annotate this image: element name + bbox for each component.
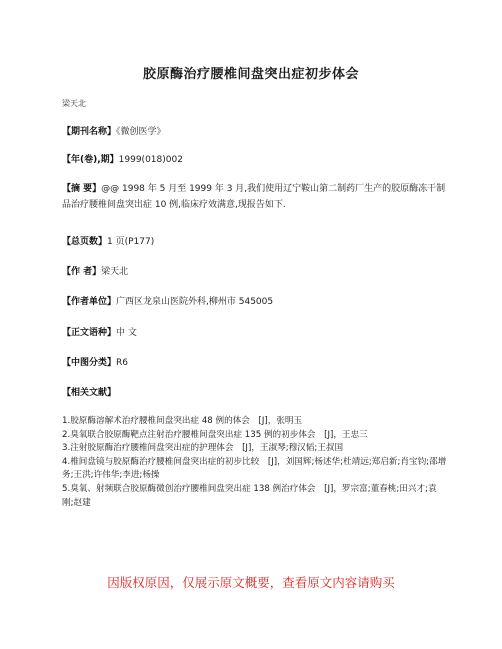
- field-label: 【正文语种】: [62, 328, 117, 338]
- field-label: 【相关文献】: [62, 388, 117, 398]
- field-value: @@ 1998 年 5 月至 1999 年 3 月,我们使用辽宁鞍山第二制药厂生产的胶原酶冻干制品治疗腰椎间盘突出症 10 例,临床疗效满意,现报告如下.: [62, 184, 446, 210]
- reference-item[interactable]: 2.臭氧联合胶原酶靶点注射治疗腰椎间盘突出症 135 例的初步体会 [J]，王忠三: [62, 429, 368, 440]
- field-abstract: [62, 181, 447, 213]
- field-value: 《微创医学》: [116, 127, 166, 137]
- field-affiliation: [62, 294, 447, 310]
- reference-item[interactable]: 4.椎间盘镜与胶原酶治疗腰椎间盘突出症的初步比较 [J]，刘国辉;杨述华;杜靖远;郑启新;肖宝钧;邵增务;王洪;许伟华;李进;杨操: [62, 456, 447, 481]
- field-related-literature: [62, 385, 447, 401]
- field-year-volume: [62, 152, 447, 168]
- field-label: 【摘 要】: [62, 184, 102, 194]
- field-value: 梁天北: [101, 267, 129, 277]
- reference-item[interactable]: 3.注射胶原酶治疗腰椎间盘突出症的护理体会 [J]，王淑琴;穆汉韬;王叔国: [62, 443, 344, 454]
- field-label: 【作者单位】: [62, 297, 117, 307]
- field-value: 1999(018)002: [118, 155, 183, 165]
- document-title: 胶原酶治疗腰椎间盘突出症初步体会: [142, 67, 359, 82]
- author-line: 梁天北: [62, 99, 86, 108]
- reference-list: [62, 415, 447, 510]
- field-label: 【年(卷),期】: [62, 155, 119, 165]
- field-label: 【总页数】: [62, 237, 108, 247]
- copyright-notice: 因版权原因，仅展示原文概要，查看原文内容请购买: [107, 575, 395, 590]
- field-value: R6: [116, 358, 128, 368]
- field-value: 1 页(P177): [107, 237, 155, 247]
- reference-item[interactable]: 5.臭氧、射频联合胶原酶微创治疗腰椎间盘突出症 138 例治疗体会 [J]，罗宗富;董春桃;田兴才;袁刚;赵建: [62, 483, 437, 508]
- field-classification: [62, 355, 447, 371]
- field-language: [62, 325, 447, 341]
- field-value: 中 文: [116, 328, 137, 338]
- reference-item[interactable]: 1.胶原酶溶解术治疗腰椎间盘突出症 48 例的体会 [J]，张明玉: [62, 416, 303, 426]
- field-pages: [62, 234, 447, 250]
- field-label: 【中图分类】: [62, 358, 117, 368]
- field-author: [62, 264, 447, 280]
- field-label: 【期刊名称】: [62, 127, 117, 137]
- field-label: 【作 者】: [62, 267, 102, 277]
- field-journal: [62, 124, 447, 140]
- field-value: 广西区龙泉山医院外科,柳州市 545005: [116, 297, 274, 307]
